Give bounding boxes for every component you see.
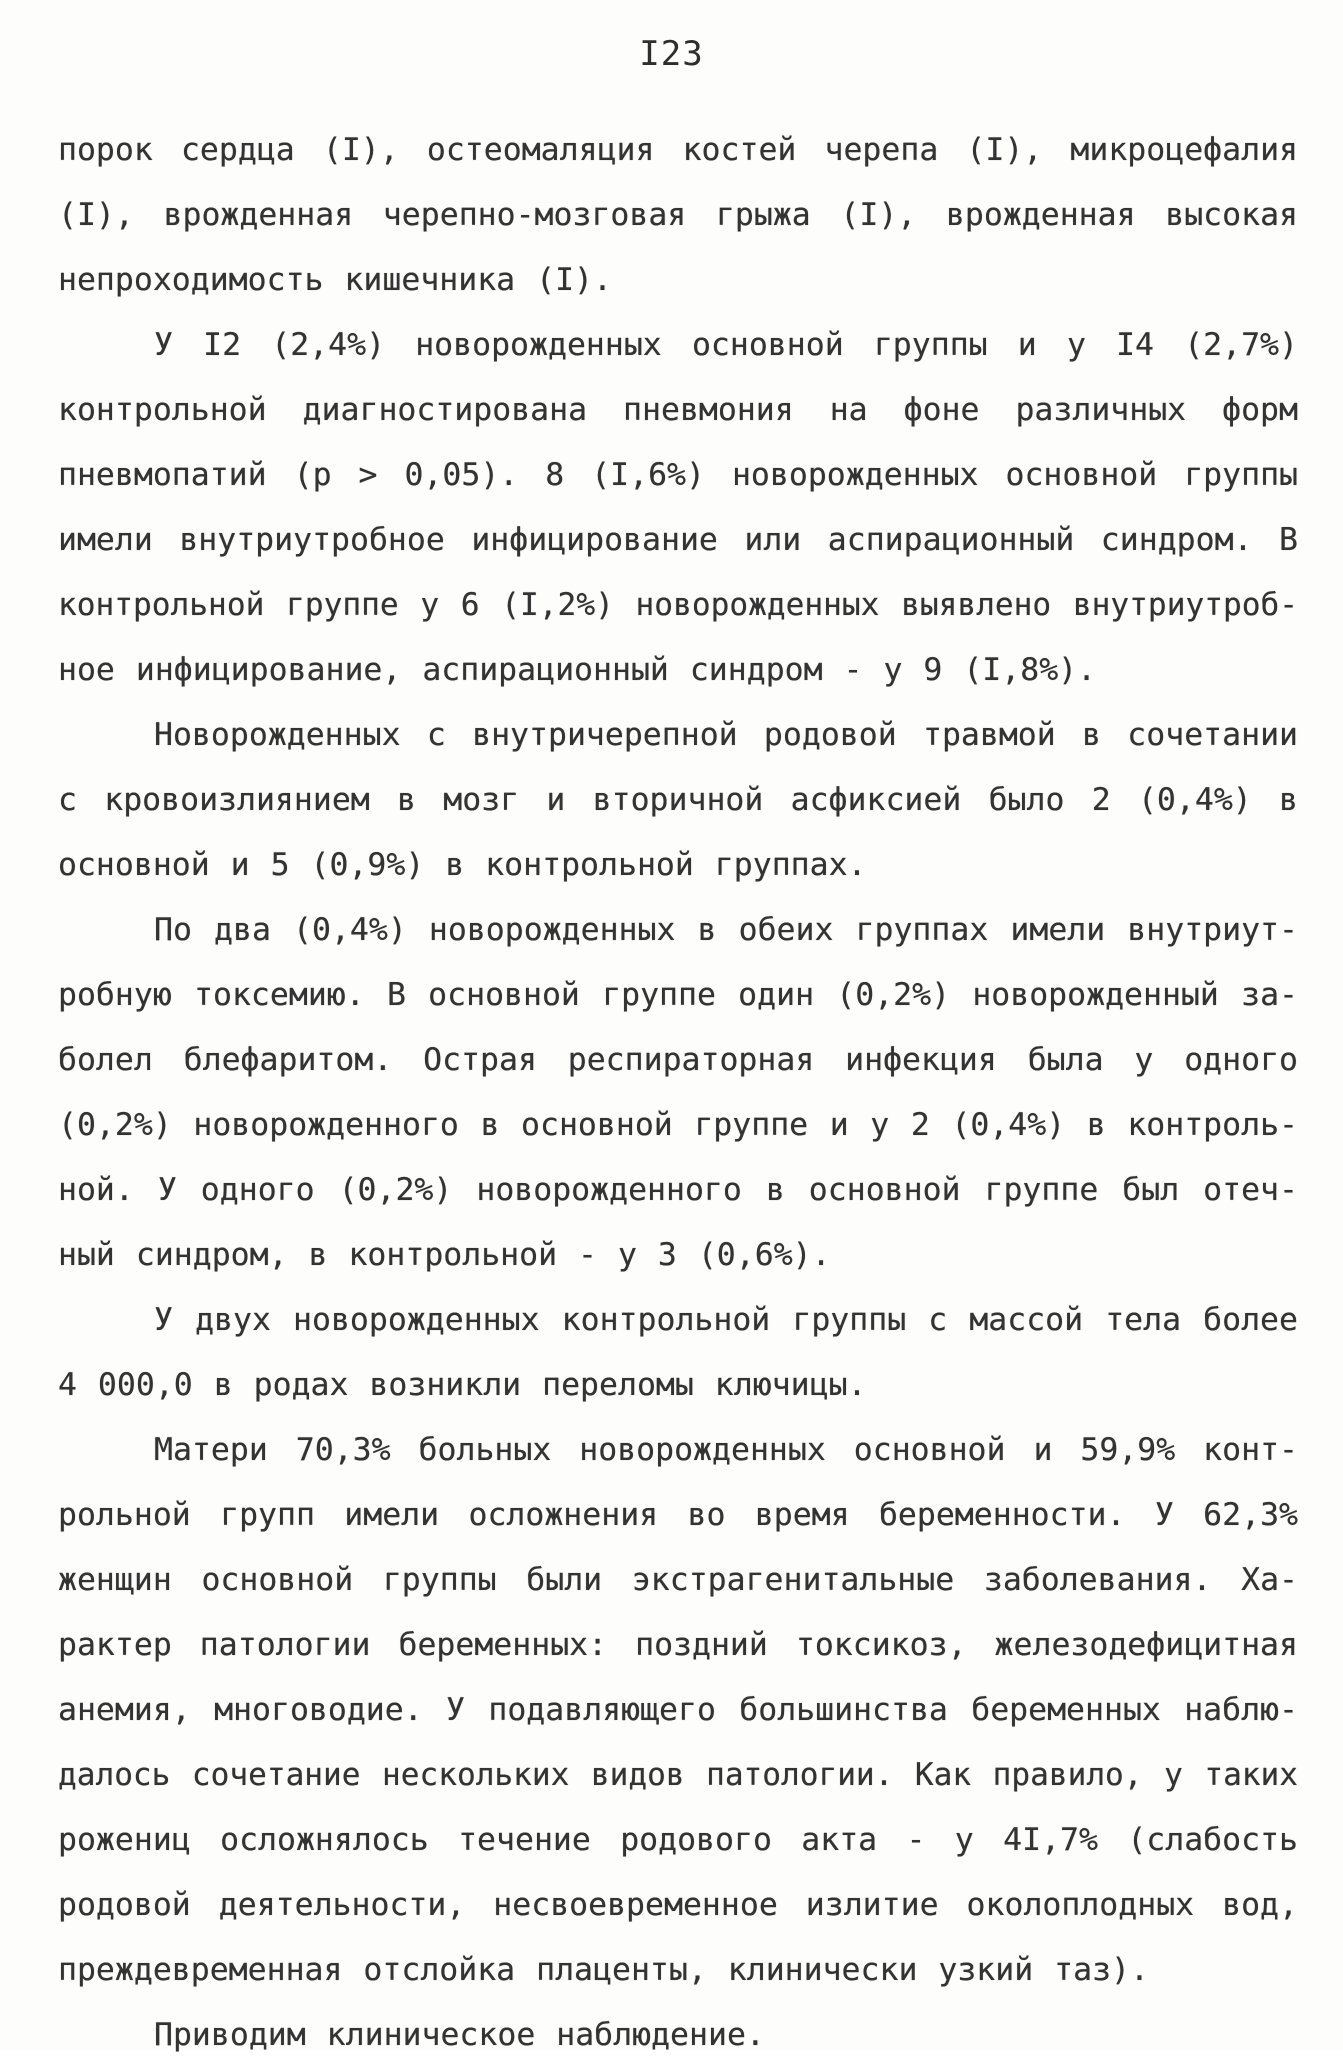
text-line: родовой деятельности, несвоевременное излитие околоплодных вод,	[58, 1887, 1298, 1923]
text-line: рактер патологии беременных: поздний токсикоз, железодефицитная	[58, 1627, 1298, 1663]
text-line: робную токсемию. В основной группе один (0,2%) новорожденный за-	[58, 977, 1298, 1013]
text-line: По два (0,4%) новорожденных в обеих группах имели внутриут-	[154, 912, 1298, 948]
text-line: порок сердца (I), остеомаляция костей черепа (I), микроцефалия	[58, 132, 1298, 168]
text-line: женщин основной группы были экстрагенитальные заболевания. Ха-	[58, 1562, 1298, 1598]
text-line: непроходимость кишечника (I).	[58, 262, 612, 298]
text-line: контрольной диагностирована пневмония на фоне различных форм	[58, 392, 1298, 428]
text-line: (0,2%) новорожденного в основной группе и у 2 (0,4%) в контроль-	[58, 1107, 1298, 1143]
text-line: анемия, многоводие. У подавляющего большинства беременных наблю-	[58, 1692, 1298, 1728]
text-line: ный синдром, в контрольной - у 3 (0,6%).	[58, 1237, 831, 1273]
text-line: Приводим клиническое наблюдение.	[154, 2017, 765, 2053]
text-line: имели внутриутробное инфицирование или аспирационный синдром. В	[58, 522, 1298, 558]
text-line: рожениц осложнялось течение родового акта - у 4I,7% (слабость	[58, 1822, 1298, 1858]
text-line: болел блефаритом. Острая респираторная инфекция была у одного	[58, 1042, 1298, 1078]
text-line: контрольной группе у 6 (I,2%) новорожденных выявлено внутриутроб-	[58, 587, 1298, 623]
text-line: с кровоизлиянием в мозг и вторичной асфиксией было 2 (0,4%) в	[58, 782, 1298, 818]
text-line: У двух новорожденных контрольной группы с массой тела более	[154, 1302, 1298, 1338]
page-number: I23	[639, 34, 704, 74]
text-line: пневмопатий (p > 0,05). 8 (I,6%) новорожденных основной группы	[58, 457, 1298, 493]
text-line: У I2 (2,4%) новорожденных основной группы и у I4 (2,7%)	[154, 327, 1298, 363]
text-line: далось сочетание нескольких видов патологии. Как правило, у таких	[58, 1757, 1298, 1793]
text-line: ное инфицирование, аспирационный синдром - у 9 (I,8%).	[58, 652, 1097, 688]
text-line: Матери 70,3% больных новорожденных основной и 59,9% конт-	[154, 1432, 1298, 1468]
text-line: ной. У одного (0,2%) новорожденного в основной группе был отеч-	[58, 1172, 1298, 1208]
body-text	[58, 118, 1298, 2068]
text-line: (I), врожденная черепно-мозговая грыжа (I), врожденная высокая	[58, 197, 1298, 233]
text-line: основной и 5 (0,9%) в контрольной группах.	[58, 847, 867, 883]
text-line: рольной групп имели осложнения во время беременности. У 62,3%	[58, 1497, 1298, 1533]
text-line: 4 000,0 в родах возникли переломы ключицы.	[58, 1367, 867, 1403]
text-line: преждевременная отслойка плаценты, клинически узкий таз).	[58, 1952, 1149, 1988]
text-line: Новорожденных с внутричерепной родовой травмой в сочетании	[154, 717, 1298, 753]
